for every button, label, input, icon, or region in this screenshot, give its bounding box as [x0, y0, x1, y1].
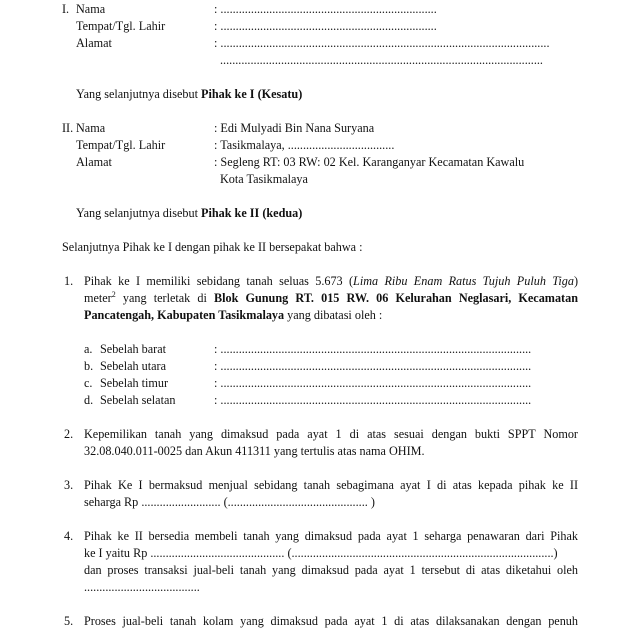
- party2-nama-value: : Edi Mulyadi Bin Nana Suryana: [214, 121, 375, 135]
- party1-designation: Yang selanjutnya disebut Pihak ke I (Kesatu): [76, 87, 303, 101]
- party2-designation: Yang selanjutnya disebut Pihak ke II (kedua): [76, 206, 303, 220]
- item4-line3: dan proses transaksi jual-beli tanah yang dimaksud pada ayat 1 tersebut di atas diketahui oleh: [84, 563, 578, 577]
- party1-alamat-value: : ............................................................................................................: [214, 36, 550, 50]
- item1-number: 1.: [64, 274, 74, 288]
- border-east-value: : ......................................................................................................: [214, 376, 532, 390]
- item3-number: 3.: [64, 478, 74, 492]
- party1-alamat-label: Alamat: [76, 36, 112, 50]
- party2-nama-label: Nama: [76, 121, 106, 135]
- item1-line3: Pancatengah, Kabupaten Tasikmalaya yang dibatasi oleh :: [84, 308, 383, 322]
- agreement-intro: Selanjutnya Pihak ke I dengan pihak ke II bersepakat bahwa :: [62, 240, 363, 254]
- border-south-value: : ......................................................................................................: [214, 393, 532, 407]
- item5-line1: Proses jual-beli tanah kolam yang dimaksud pada ayat 1 di atas dilaksanakan dengan penuh: [84, 614, 578, 628]
- border-east-label: Sebelah timur: [100, 376, 169, 390]
- party1-nama-value: : .......................................................................: [214, 2, 437, 16]
- border-west-label: Sebelah barat: [100, 342, 166, 356]
- item3-line1: Pihak Ke I bermaksud menjual sebidang tanah sebagimana ayat I di atas kepada pihak ke II: [84, 478, 578, 492]
- item4-line4: ......................................: [84, 580, 200, 594]
- party2-alamat-label: Alamat: [76, 155, 112, 169]
- party2-alamat-value: : Segleng RT: 03 RW: 02 Kel. Karanganyar Kecamatan Kawalu: [214, 155, 525, 169]
- item4-line2: ke I yaitu Rp ............................................ (......................................................................................): [84, 546, 558, 560]
- border-east-letter: c.: [84, 376, 93, 390]
- item2-number: 2.: [64, 427, 74, 441]
- party1-nama-label: Nama: [76, 2, 106, 16]
- party2-alamat-value-2: Kota Tasikmalaya: [220, 172, 308, 186]
- item4-line1: Pihak ke II bersedia membeli tanah yang dimaksud pada ayat 1 seharga penawaran dari Pihak: [84, 529, 578, 543]
- border-west-letter: a.: [84, 342, 93, 356]
- item3-line2: seharga Rp .......................... (.............................................. ): [84, 495, 375, 509]
- party2-number: II.: [62, 121, 74, 135]
- item4-number: 4.: [64, 529, 74, 543]
- border-south-letter: d.: [84, 393, 94, 407]
- party1-alamat-value-2: ..........................................................................................................: [220, 53, 543, 67]
- item1-line1: Pihak ke I memiliki sebidang tanah seluas 5.673 (Lima Ribu Enam Ratus Tujuh Puluh Tiga): [84, 274, 578, 288]
- border-north-value: : ......................................................................................................: [214, 359, 532, 373]
- border-north-letter: b.: [84, 359, 94, 373]
- item1-line2: meter$^2$ yang terletak di Blok Gunung RT. 015 RW. 06 Kelurahan Neglasari, Kecamatan: [84, 290, 578, 305]
- party2-ttl-label: Tempat/Tgl. Lahir: [76, 138, 166, 152]
- party1-ttl-label: Tempat/Tgl. Lahir: [76, 19, 166, 33]
- border-south-label: Sebelah selatan: [100, 393, 176, 407]
- border-north-label: Sebelah utara: [100, 359, 166, 373]
- item2-line2: 32.08.040.011-0025 dan Akun 411311 yang tertulis atas nama OHIM.: [84, 444, 425, 458]
- item2-line1: Kepemilikan tanah yang dimaksud pada ayat 1 di atas sesuai dengan bukti SPPT Nomor: [84, 427, 578, 441]
- item5-number: 5.: [64, 614, 74, 628]
- party1-ttl-value: : .......................................................................: [214, 19, 437, 33]
- border-west-value: : ......................................................................................................: [214, 342, 532, 356]
- party2-ttl-value: : Tasikmalaya, ...................................: [214, 138, 395, 152]
- party1-number: I.: [62, 2, 70, 16]
